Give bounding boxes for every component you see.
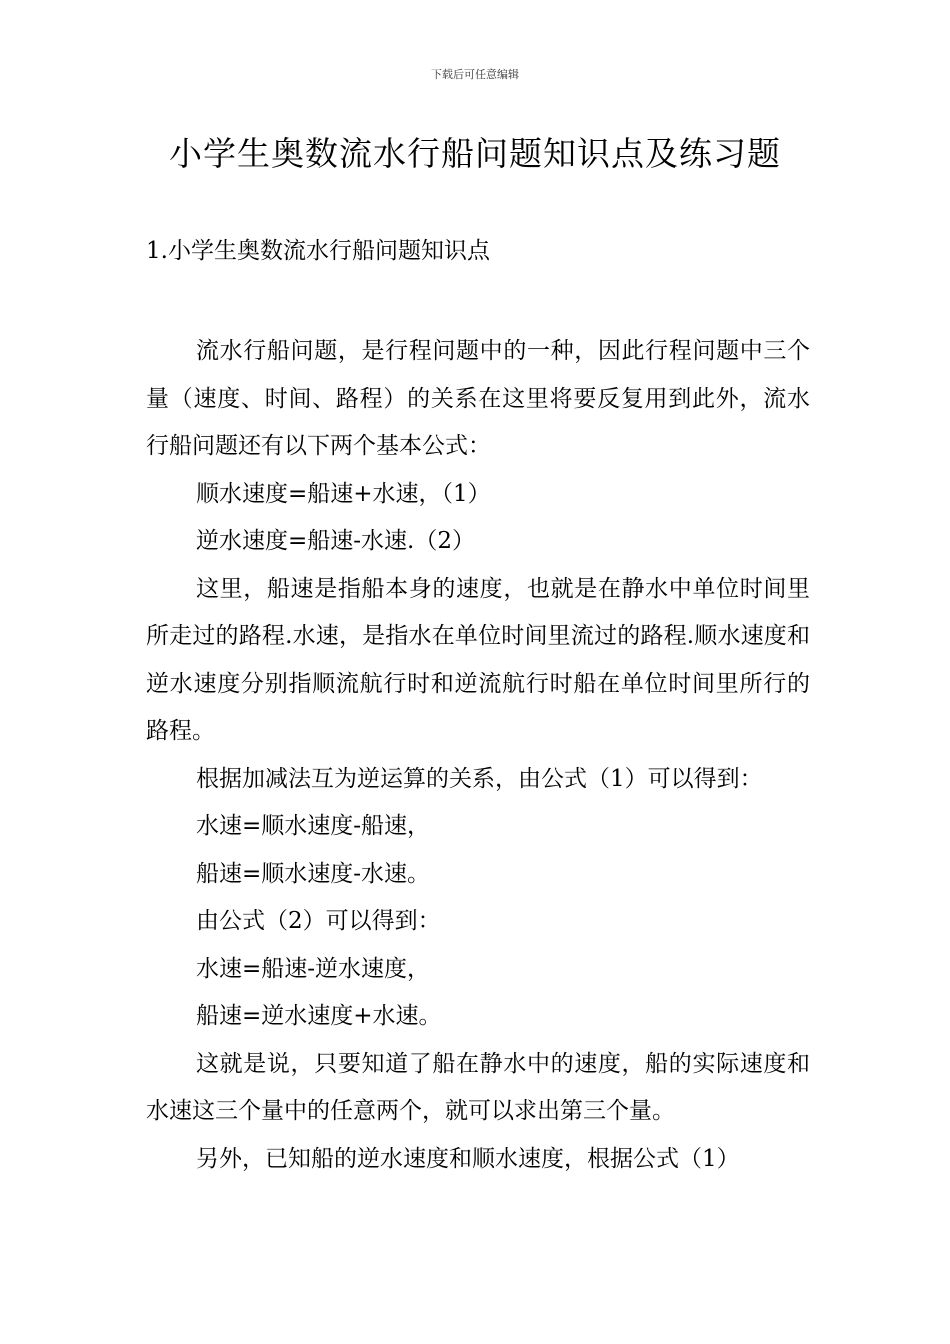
formula-line: 水速=船速-逆水速度，: [196, 955, 431, 982]
formula-line: 逆水速度=船速-水速.（2）: [196, 528, 475, 554]
formula-line: 船速=逆水速度+水速。: [196, 1003, 442, 1029]
section-heading: 1.小学生奥数流水行船问题知识点: [146, 238, 490, 264]
document-title: 小学生奥数流水行船问题知识点及练习题: [169, 134, 781, 173]
formula-line: 水速=顺水速度-船速，: [196, 813, 431, 839]
paragraph-derive-2: 由公式（2）可以得到：: [196, 908, 441, 934]
paragraph-intro: 流水行船问题，是行程问题中的一种，因此行程问题中三个量（速度、时间、路程）的关系在这里将要反复用到此外，流水行船问题还有以下两个基本公式：: [146, 338, 810, 459]
header-note: 下载后可任意编辑: [431, 68, 519, 81]
paragraph-definitions: 这里，船速是指船本身的速度，也就是在静水中单位时间里所走过的路程.水速，是指水在单位时间里流过的路程.顺水速度和逆水速度分别指顺流航行时和逆流航行时船在单位时间里所行的路程。: [146, 575, 810, 744]
paragraph-summary: 这就是说，只要知道了船在静水中的速度，船的实际速度和水速这三个量中的任意两个，就可以求出第三个量。: [146, 1050, 810, 1124]
formula-line: 船速=顺水速度-水速。: [196, 860, 431, 887]
formula-line: 顺水速度=船速+水速，（1）: [196, 480, 491, 507]
paragraph-additional: 另外，已知船的逆水速度和顺水速度，根据公式（1）: [196, 1145, 740, 1172]
paragraph-derive-1: 根据加减法互为逆运算的关系，由公式（1）可以得到：: [196, 765, 763, 792]
document-body: [146, 328, 810, 1183]
